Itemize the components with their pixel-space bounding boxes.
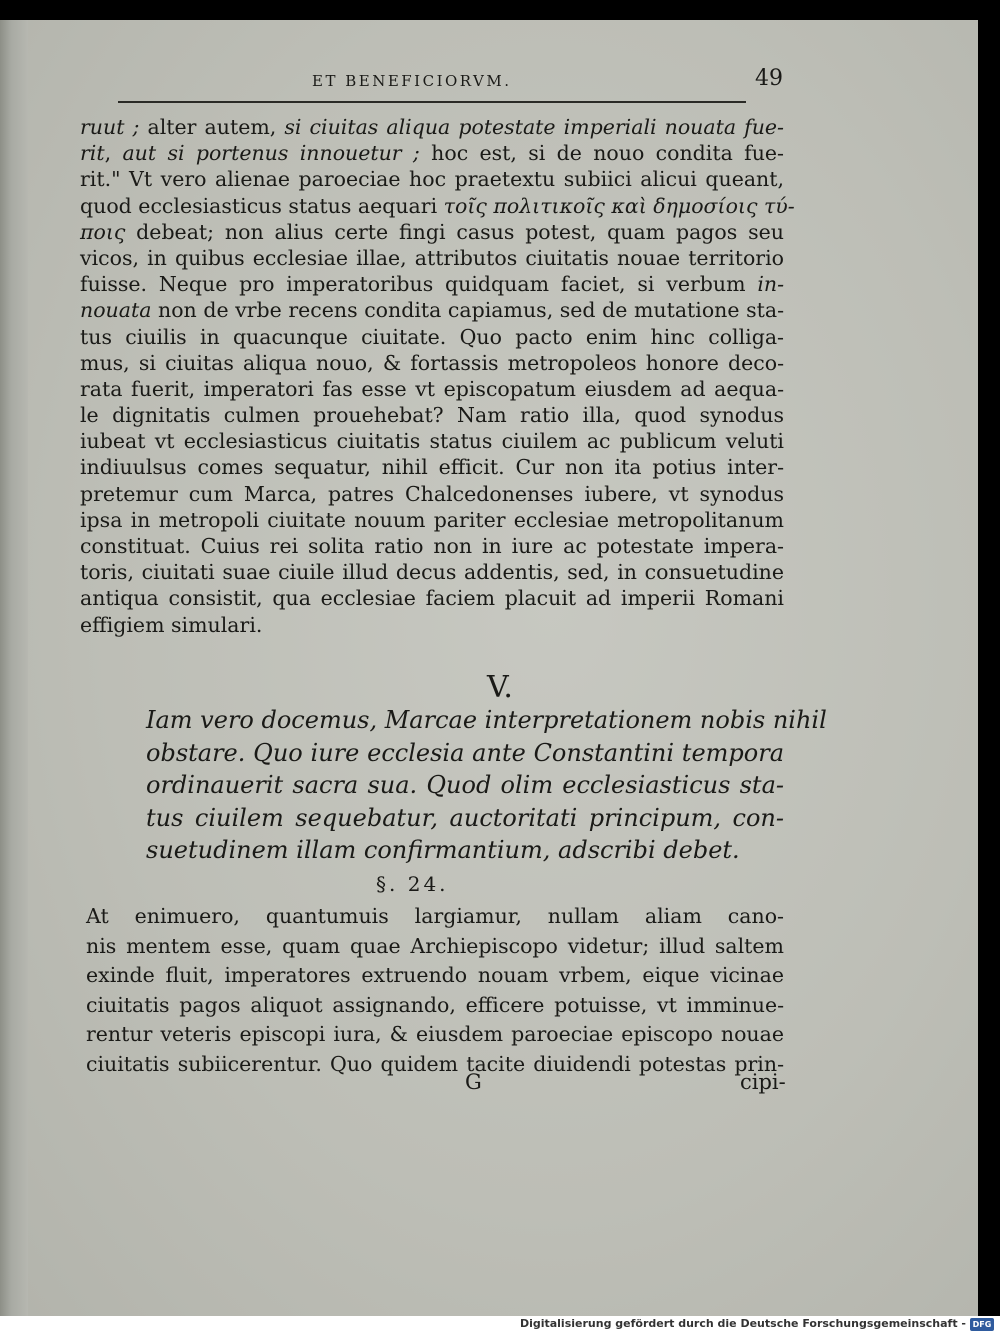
summary-line: Iam vero docemus, Marcae interpretationem nobis nihil xyxy=(146,706,827,734)
text-line xyxy=(80,559,784,585)
text-segment: ipsa in metropoli ciuitate nouum pariter ecclesiae metropolitanum xyxy=(80,507,784,532)
text-line xyxy=(80,245,784,271)
text-segment: le dignitatis culmen prouehebat? Nam ratio illa, quod synodus xyxy=(80,403,784,428)
text-segment: non de vrbe recens condita capiamus, sed de mutatione sta- xyxy=(151,298,784,323)
text-line xyxy=(80,428,784,454)
paragraph-mark: §. 24. xyxy=(376,872,449,896)
body-text-block-2 xyxy=(86,902,784,1080)
text-segment: antiqua consistit, qua ecclesiae faciem placuit ad imperii Romani xyxy=(80,586,784,611)
text-segment: indiuulsus comes sequatur, nihil efficit. Cur non ita potius inter- xyxy=(80,455,784,480)
text-segment: tus ciuilis in quacunque ciuitate. Quo pacto enim hinc colliga- xyxy=(80,324,784,349)
text-segment: constituat. Cuius rei solita ratio non in iure ac potestate impera- xyxy=(80,534,784,558)
catchword: cipi- xyxy=(740,1070,786,1094)
section-summary xyxy=(146,704,827,867)
text-segment: hoc est, si de nouo condita fue- xyxy=(419,141,784,166)
text-line xyxy=(80,585,784,611)
italic-segment: rit xyxy=(80,141,105,166)
text-segment: fuisse. Neque pro imperatoribus quidquam faciet, si verbum xyxy=(80,272,758,297)
italic-segment: aut si portenus innouetur ; xyxy=(122,141,420,166)
header-rule xyxy=(118,101,746,103)
text-line: exinde fluit, imperatores extruendo nouam vrbem, eique vicinae xyxy=(86,963,784,988)
text-line: At enimuero, quantumuis largiamur, nullam aliam cano- xyxy=(86,904,784,928)
text-line xyxy=(80,297,784,323)
summary-line: obstare. Quo iure ecclesia ante Constantini tempora xyxy=(146,738,784,767)
text-segment: debeat; non alius certe fingi casus potest, quam pagos seu xyxy=(125,219,784,244)
text-line xyxy=(80,166,784,192)
scan-border-right xyxy=(978,0,1000,1316)
summary-line: suetudinem illam confirmantium, adscribi debet. xyxy=(146,836,740,864)
text-line xyxy=(80,481,784,507)
text-line: nis mentem esse, quam quae Archiepiscopo videtur; illud saltem xyxy=(86,933,784,958)
running-head: ET BENEFICIORVM. xyxy=(312,72,512,90)
text-segment: toris, ciuitati suae ciuile illud decus addentis, sed, in consuetudine xyxy=(80,560,784,585)
text-segment: rata fuerit, imperatori fas esse vt episcopatum eiusdem ad aequa- xyxy=(80,376,784,401)
italic-segment: in- xyxy=(757,272,784,297)
italic-segment: τοῖς πολιτικοῖς καὶ δημοσίοις τύ- xyxy=(443,193,795,218)
text-segment: quod ecclesiasticus status aequari xyxy=(80,193,444,218)
italic-segment: si ciuitas aliqua potestate imperiali nouata fue- xyxy=(284,115,784,139)
text-line xyxy=(80,140,784,166)
text-segment: pretemur cum Marca, patres Chalcedonenses iubere, vt synodus xyxy=(80,481,784,506)
text-line: ciuitatis pagos aliquot assignando, efficere potuisse, vt imminue- xyxy=(86,992,784,1017)
digitization-footer xyxy=(0,1316,1000,1334)
text-segment: alter autem, xyxy=(139,115,285,139)
summary-line: ordinauerit sacra sua. Quod olim ecclesiasticus sta- xyxy=(146,771,784,799)
text-line xyxy=(80,507,784,533)
text-line: rentur veteris episcopi iura, & eiusdem paroeciae episcopo nouae xyxy=(86,1022,784,1047)
body-text-block-1 xyxy=(80,114,795,638)
text-segment: iubeat vt ecclesiasticus ciuitatis status ciuilem ac publicum veluti xyxy=(80,429,784,454)
text-line xyxy=(80,376,784,402)
text-line xyxy=(80,114,784,140)
summary-line: tus ciuilem sequebatur, auctoritati principum, con- xyxy=(146,803,784,832)
text-line: ciuitatis subiicerentur. Quo quidem tacite diuidendi potestas prin- xyxy=(86,1051,784,1076)
text-segment: effigiem simulari. xyxy=(80,612,263,637)
text-line xyxy=(80,454,784,480)
text-segment: mus, si ciuitas aliqua nouo, & fortassis metropoleos honore deco- xyxy=(80,350,784,375)
scan-border-top xyxy=(0,0,1000,20)
page-number: 49 xyxy=(755,66,783,91)
text-line xyxy=(80,612,784,638)
text-line xyxy=(80,402,784,428)
text-segment: rit." Vt vero alienae paroeciae hoc praetextu subiici alicui queant, xyxy=(80,167,784,192)
italic-segment: ruut ; xyxy=(80,115,140,139)
text-line xyxy=(80,193,795,219)
text-line xyxy=(80,271,784,297)
page-binding-edge xyxy=(0,0,28,1316)
italic-segment: ποις xyxy=(80,219,126,244)
text-segment: vicos, in quibus ecclesiae illae, attributos ciuitatis nouae territorio xyxy=(80,245,784,270)
italic-segment: nouata xyxy=(80,298,152,323)
dfg-logo-icon: DFG xyxy=(970,1318,994,1331)
text-line xyxy=(80,324,784,350)
text-line xyxy=(80,219,784,245)
signature-mark: G xyxy=(465,1070,482,1094)
funding-credit: Digitalisierung gefördert durch die Deutsche Forschungsgemeinschaft - xyxy=(519,1317,966,1330)
text-line xyxy=(80,533,784,559)
text-segment: , xyxy=(104,141,123,166)
text-line xyxy=(80,350,784,376)
section-numeral: V. xyxy=(487,670,513,705)
